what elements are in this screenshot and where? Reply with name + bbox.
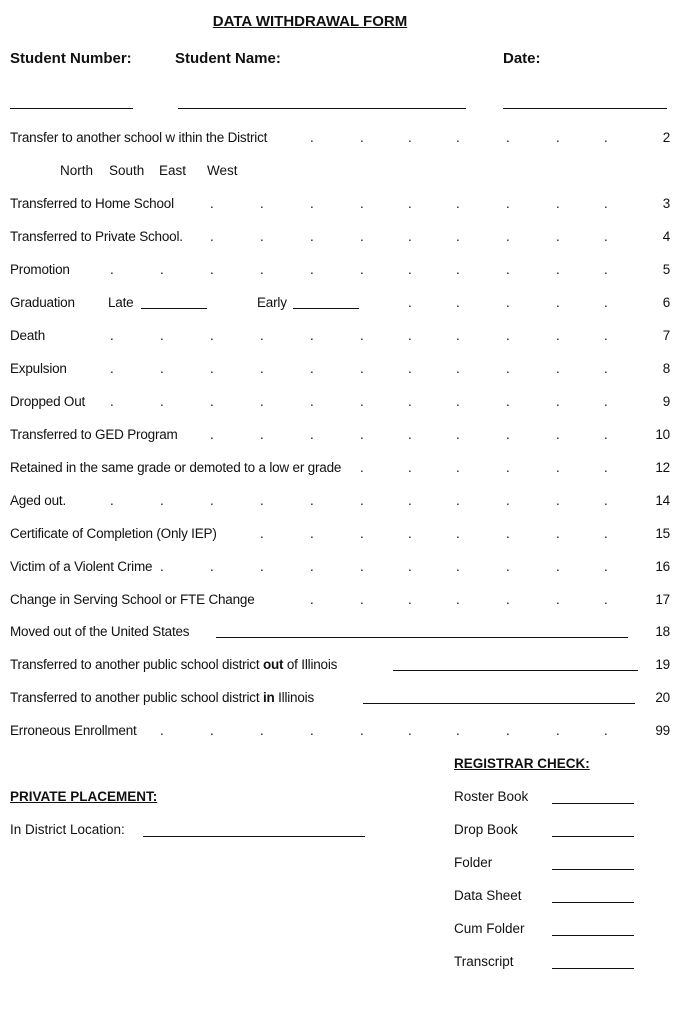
leader-dot: . [506,262,510,277]
leader-dot: . [556,262,560,277]
reason-label-post: of Illinois [283,657,338,672]
leader-dot: . [408,130,412,145]
reason-code: 19 [655,657,670,672]
leader-dot: . [556,592,560,607]
leader-dot: . [260,394,264,409]
direction-south: South [109,163,145,178]
leader-dot: . [556,229,560,244]
leader-dot: . [408,196,412,211]
reason-code: 5 [662,262,670,277]
leader-dot: . [556,427,560,442]
leader-dot: . [110,394,114,409]
reason-row-15 [10,526,670,546]
registrar-item-data-sheet: Data Sheet [454,888,522,903]
student-name-label: Student Name: [175,50,281,67]
registrar-folder-blank[interactable] [552,869,634,870]
student-name-blank[interactable] [178,108,466,109]
leader-dot: . [604,229,608,244]
leader-dot: . [506,196,510,211]
reason-code: 99 [655,723,670,738]
reason-row-10 [10,427,670,447]
leader-dot: . [456,130,460,145]
leader-dot: . [408,460,412,475]
leader-dot: . [408,262,412,277]
leader-dot: . [556,394,560,409]
leader-dot: . [604,559,608,574]
graduation-late-label: Late [108,295,134,310]
reason-row-6 [10,295,670,315]
reason-label: Transferred to GED Program [10,427,178,442]
leader-dot: . [604,723,608,738]
leader-dot: . [260,196,264,211]
leader-dot: . [456,262,460,277]
leader-dot: . [210,262,214,277]
leader-dot: . [408,723,412,738]
leader-dot: . [556,526,560,541]
leader-dot: . [210,196,214,211]
direction-west: West [207,163,238,178]
leader-dot: . [210,427,214,442]
leader-dot: . [506,493,510,508]
leader-dot: . [360,493,364,508]
leader-dot: . [160,559,164,574]
leader-dot: . [506,328,510,343]
leader-dot: . [456,493,460,508]
direction-north: North [60,163,94,178]
reason-label: Transferred to Home School [10,196,174,211]
leader-dot: . [360,262,364,277]
leader-dot: . [506,526,510,541]
reason-label: Transfer to another school w ithin the District [10,130,268,145]
leader-dot: . [408,361,412,376]
date-blank[interactable] [503,108,667,109]
reason-code: 18 [655,624,670,639]
leader-dot: . [456,394,460,409]
reason-label: Certificate of Completion (Only IEP) [10,526,217,541]
reason-label-pre: Transferred to another public school district [10,690,263,705]
leader-dot: . [456,295,460,310]
reason-row-20 [10,690,670,710]
leader-dot: . [456,328,460,343]
reason-code: 17 [655,592,670,607]
reason-code: 7 [662,328,670,343]
reason-label: Graduation [10,295,75,310]
reason-row-5 [10,262,670,282]
transfer-in-illinois-blank[interactable] [363,703,635,704]
transfer-out-illinois-blank[interactable] [393,670,638,671]
leader-dot: . [210,723,214,738]
reason-label-post: Illinois [274,690,315,705]
moved-out-blank[interactable] [216,637,628,638]
registrar-cum-folder-blank[interactable] [552,935,634,936]
direction-east: East [159,163,187,178]
leader-dot: . [260,526,264,541]
reason-label: Dropped Out [10,394,86,409]
leader-dot: . [604,394,608,409]
leader-dot: . [408,229,412,244]
reason-label: Retained in the same grade or demoted to a low er grade [10,460,342,475]
leader-dot: . [408,493,412,508]
leader-dot: . [310,559,314,574]
reason-row-4 [10,229,670,249]
leader-dot: . [210,493,214,508]
leader-dot: . [408,559,412,574]
leader-dot: . [160,723,164,738]
leader-dot: . [310,361,314,376]
reason-label: Erroneous Enrollment [10,723,137,738]
reason-label [10,657,337,672]
leader-dot: . [456,196,460,211]
registrar-item-drop-book: Drop Book [454,822,518,837]
leader-dot: . [456,592,460,607]
leader-dot: . [260,559,264,574]
leader-dot: . [506,229,510,244]
registrar-transcript-blank[interactable] [552,968,634,969]
leader-dot: . [506,295,510,310]
leader-dot: . [556,559,560,574]
reason-label [10,690,314,705]
leader-dot: . [210,394,214,409]
reason-label: Victim of a Violent Crime [10,559,153,574]
leader-dot: . [604,295,608,310]
leader-dot: . [604,262,608,277]
leader-dot: . [456,559,460,574]
leader-dot: . [160,328,164,343]
reason-code: 4 [662,229,670,244]
reason-row-12 [10,460,670,480]
leader-dot: . [160,361,164,376]
registrar-check-heading: REGISTRAR CHECK: [454,756,590,771]
reason-row-8 [10,361,670,381]
reason-row-99 [10,723,670,743]
reason-label: Expulsion [10,361,67,376]
reason-row-19 [10,657,670,677]
leader-dot: . [260,427,264,442]
leader-dot: . [210,361,214,376]
reason-code: 8 [662,361,670,376]
reason-code: 15 [655,526,670,541]
leader-dot: . [310,592,314,607]
reason-label: Promotion [10,262,70,277]
leader-dot: . [310,723,314,738]
leader-dot: . [604,526,608,541]
reason-label-pre: Transferred to another public school district [10,657,263,672]
leader-dot: . [604,592,608,607]
reason-row-2 [10,130,670,150]
leader-dot: . [604,460,608,475]
leader-dot: . [110,328,114,343]
reason-row-7 [10,328,670,348]
reason-row-9 [10,394,670,414]
student-number-label: Student Number: [10,50,132,67]
leader-dot: . [556,723,560,738]
leader-dot: . [556,460,560,475]
leader-dot: . [360,361,364,376]
in-district-location-label: In District Location: [10,822,125,837]
leader-dot: . [456,427,460,442]
leader-dot: . [310,394,314,409]
leader-dot: . [604,130,608,145]
leader-dot: . [160,262,164,277]
leader-dot: . [310,130,314,145]
leader-dot: . [310,427,314,442]
leader-dot: . [210,559,214,574]
leader-dot: . [456,723,460,738]
leader-dot: . [260,328,264,343]
reason-label: Transferred to Private School. [10,229,183,244]
reason-code: 12 [655,460,670,475]
leader-dot: . [506,394,510,409]
registrar-item-cum-folder: Cum Folder [454,921,525,936]
leader-dot: . [556,328,560,343]
leader-dot: . [310,493,314,508]
graduation-early-label: Early [257,295,287,310]
reason-code: 20 [655,690,670,705]
reason-code: 9 [662,394,670,409]
leader-dot: . [310,328,314,343]
leader-dot: . [360,196,364,211]
leader-dot: . [360,526,364,541]
leader-dot: . [210,328,214,343]
leader-dot: . [260,723,264,738]
leader-dot: . [556,361,560,376]
leader-dot: . [310,526,314,541]
leader-dot: . [360,394,364,409]
leader-dot: . [110,262,114,277]
reason-code: 10 [655,427,670,442]
leader-dot: . [260,493,264,508]
reason-row-18 [10,624,670,644]
leader-dot: . [556,295,560,310]
leader-dot: . [408,592,412,607]
leader-dot: . [360,592,364,607]
leader-dot: . [604,493,608,508]
leader-dot: . [408,328,412,343]
reason-label: Aged out. [10,493,66,508]
in-district-location-blank[interactable] [143,836,365,837]
registrar-data-sheet-blank[interactable] [552,902,634,903]
leader-dot: . [506,723,510,738]
leader-dot: . [360,229,364,244]
leader-dot: . [260,229,264,244]
leader-dot: . [360,427,364,442]
leader-dot: . [506,592,510,607]
reason-code: 2 [662,130,670,145]
registrar-item-transcript: Transcript [454,954,514,969]
leader-dot: . [310,196,314,211]
leader-dot: . [360,130,364,145]
leader-dot: . [506,460,510,475]
leader-dot: . [604,427,608,442]
graduation-early-blank[interactable] [293,308,359,309]
graduation-late-blank[interactable] [141,308,207,309]
private-placement-heading: PRIVATE PLACEMENT: [10,789,158,804]
reason-row-14 [10,493,670,513]
reason-row-17 [10,592,670,612]
leader-dot: . [506,559,510,574]
date-label: Date: [503,50,541,67]
reason-code: 6 [662,295,670,310]
registrar-item-folder: Folder [454,855,493,870]
leader-dot: . [604,328,608,343]
leader-dot: . [360,559,364,574]
reason-code: 3 [662,196,670,211]
leader-dot: . [210,229,214,244]
leader-dot: . [456,361,460,376]
leader-dot: . [360,460,364,475]
registrar-item-roster-book: Roster Book [454,789,529,804]
leader-dot: . [456,526,460,541]
leader-dot: . [310,262,314,277]
leader-dot: . [360,328,364,343]
leader-dot: . [456,460,460,475]
reason-row-3 [10,196,670,216]
reason-label-keyword: out [262,657,284,672]
leader-dot: . [556,493,560,508]
leader-dot: . [506,361,510,376]
reason-label: Moved out of the United States [10,624,190,639]
leader-dot: . [604,361,608,376]
leader-dot: . [260,361,264,376]
reason-code: 14 [655,493,670,508]
leader-dot: . [408,526,412,541]
leader-dot: . [110,493,114,508]
reason-code: 16 [655,559,670,574]
registrar-drop-book-blank[interactable] [552,836,634,837]
leader-dot: . [160,493,164,508]
leader-dot: . [408,295,412,310]
leader-dot: . [506,427,510,442]
leader-dot: . [556,196,560,211]
leader-dot: . [556,130,560,145]
form-title: DATA WITHDRAWAL FORM [212,13,408,30]
reason-label: Death [10,328,46,343]
leader-dot: . [310,229,314,244]
reason-label-keyword: in [262,690,275,705]
leader-dot: . [260,262,264,277]
leader-dot: . [456,229,460,244]
student-number-blank[interactable] [10,108,133,109]
leader-dot: . [506,130,510,145]
reason-row-16 [10,559,670,579]
leader-dot: . [110,361,114,376]
leader-dot: . [360,723,364,738]
reason-label: Change in Serving School or FTE Change [10,592,255,607]
leader-dot: . [604,196,608,211]
leader-dot: . [160,394,164,409]
leader-dot: . [408,427,412,442]
leader-dot: . [408,394,412,409]
registrar-roster-book-blank[interactable] [552,803,634,804]
